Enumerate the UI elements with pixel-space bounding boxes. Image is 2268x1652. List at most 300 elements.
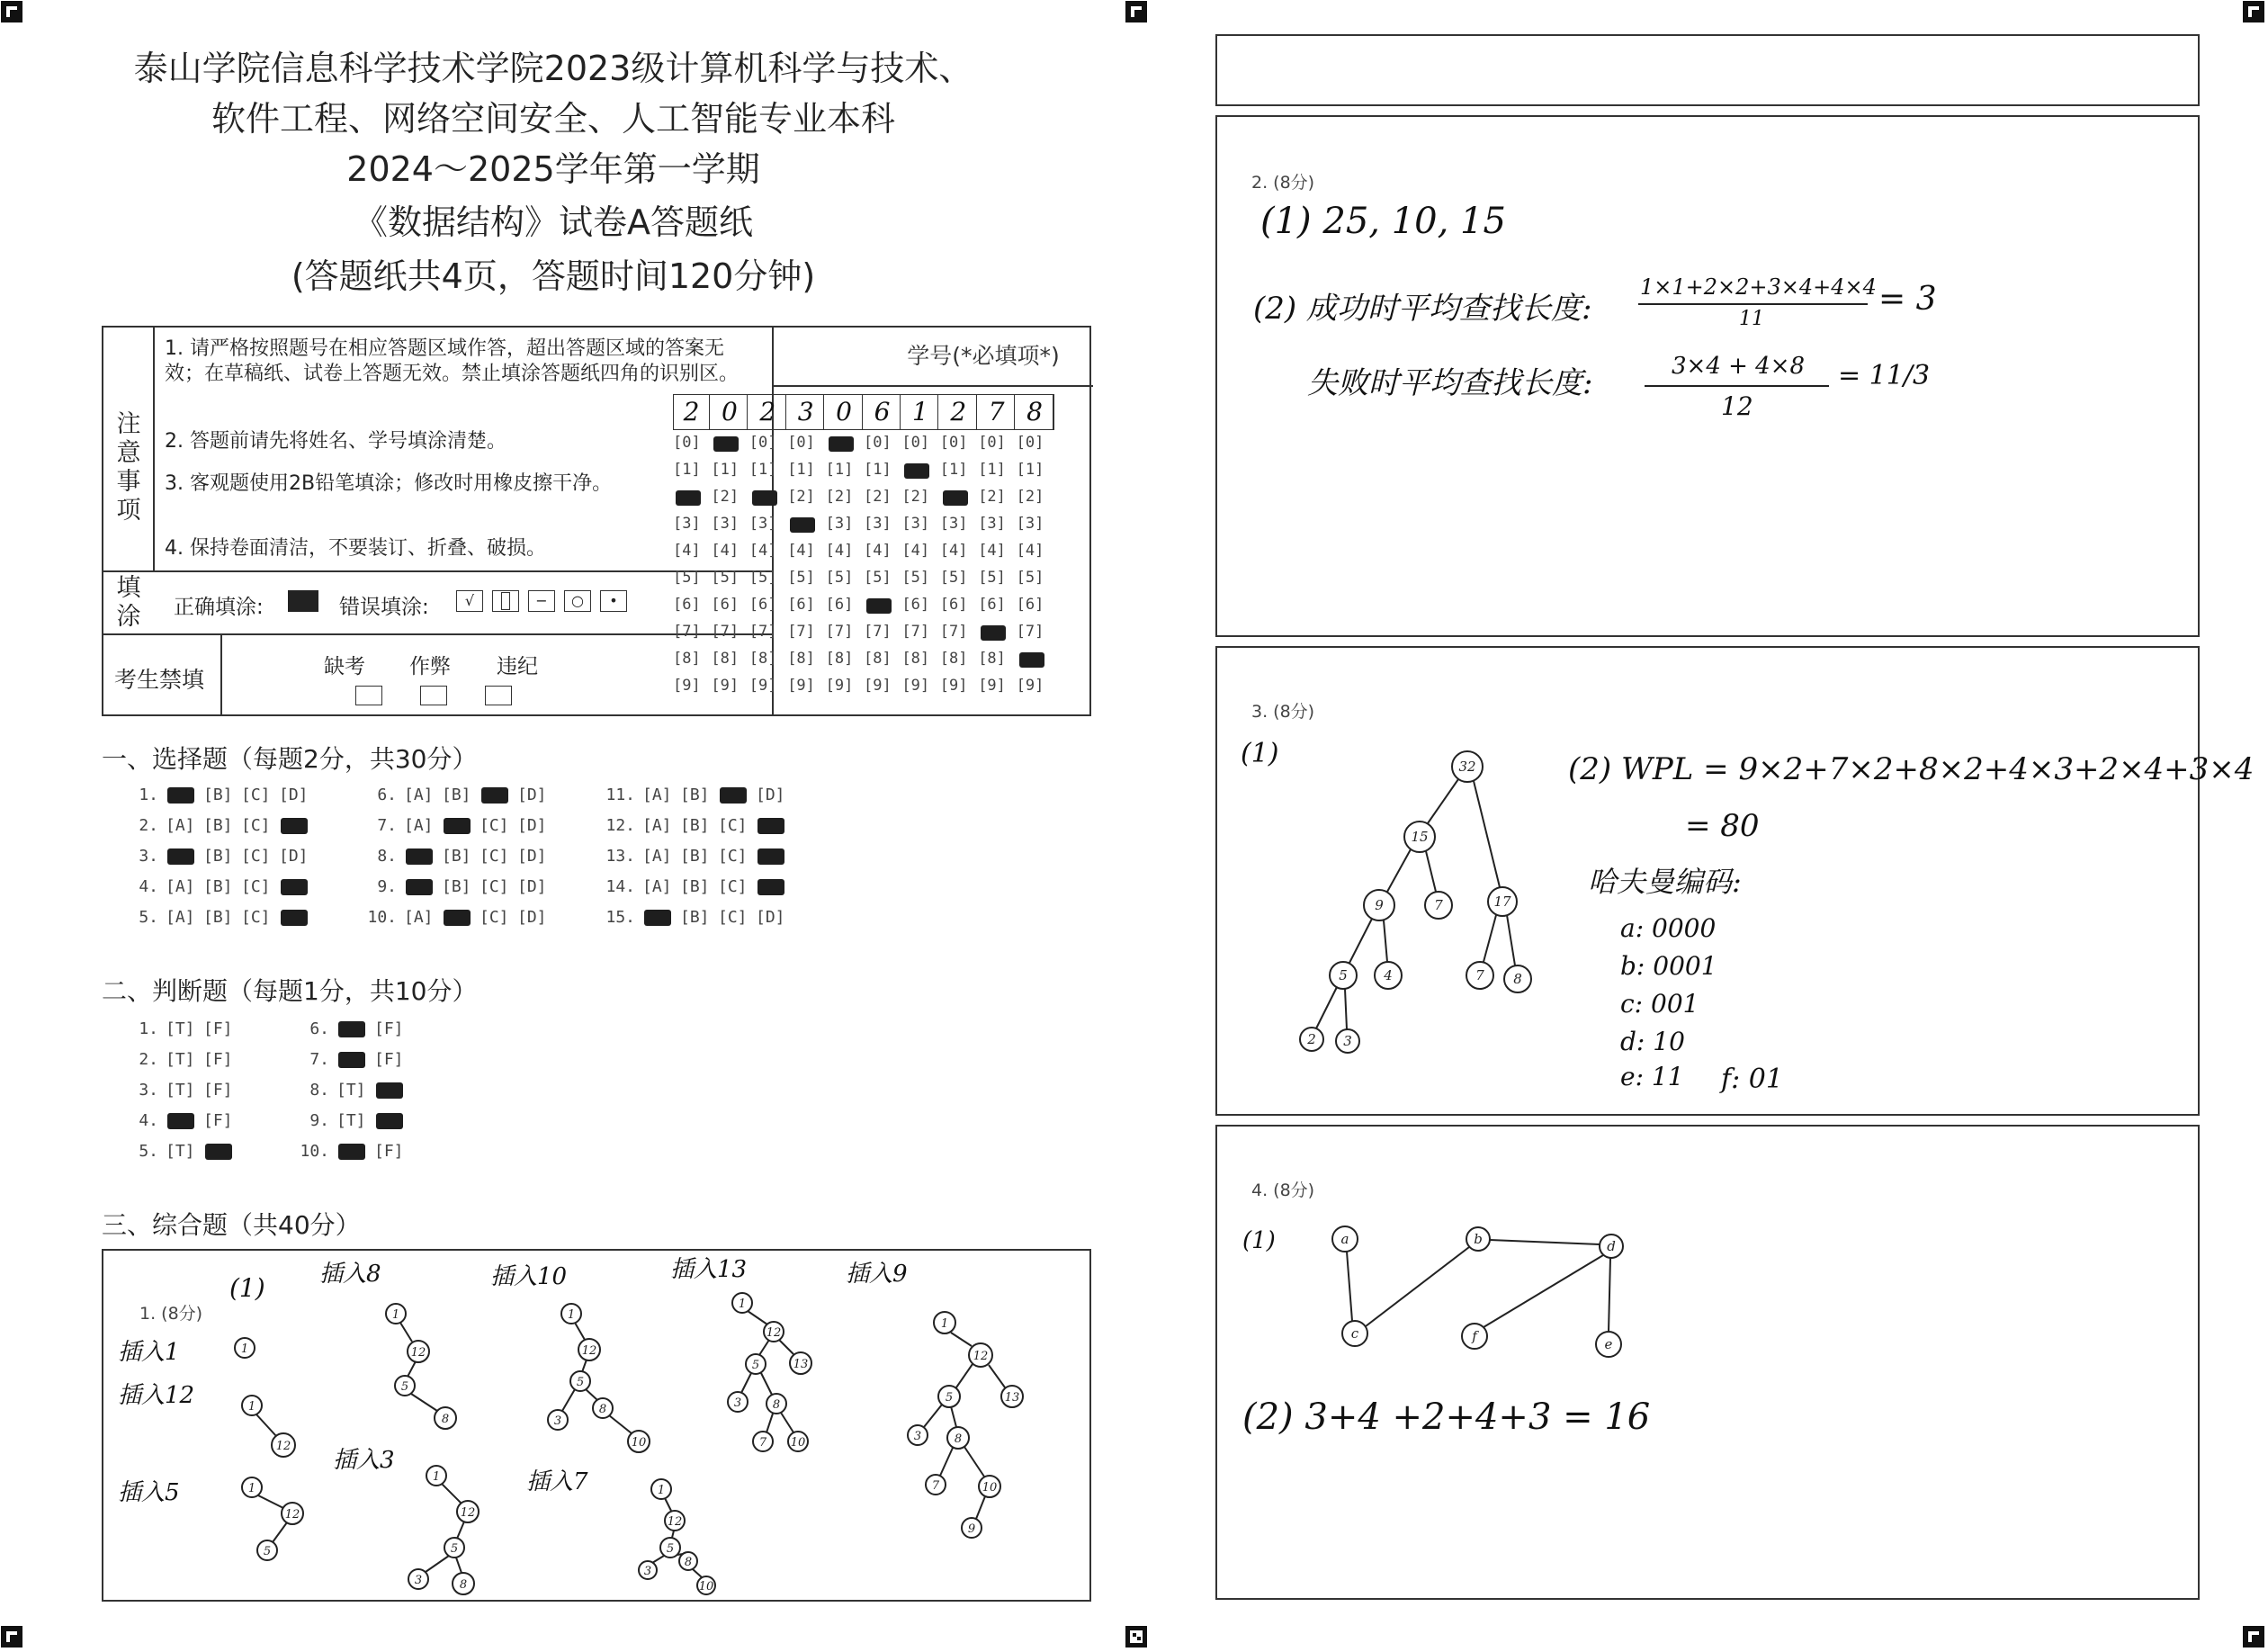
prohibit-violation-box[interactable] (485, 686, 512, 705)
student-id-bubble-c7-r4[interactable]: [4] (901, 542, 930, 560)
tf-question-2: 2. [T] [F] (119, 1050, 241, 1069)
student-id-bubble-c9-r0[interactable]: [0] (978, 434, 1006, 452)
svg-text:1: 1 (391, 1308, 400, 1322)
mc-q6-option-b[interactable]: [B] (442, 786, 471, 804)
student-id-bubble-c7-r7[interactable]: [7] (901, 623, 930, 641)
student-id-bubble-c8-r3[interactable]: [3] (939, 515, 968, 533)
wrong-fill-circle: ○ (564, 590, 591, 612)
mc-q2-option-a[interactable]: [A] (166, 816, 195, 835)
student-id-bubble-c6-r9[interactable]: [9] (864, 677, 892, 695)
mc-q13-option-d[interactable] (756, 847, 793, 866)
student-id-bubble-c2-r3[interactable]: [3] (711, 515, 740, 533)
mc-q9-option-b[interactable]: [B] (442, 877, 471, 896)
mc-q2-option-d[interactable] (279, 816, 317, 835)
prohibit-cheat-label: 作弊 (409, 655, 451, 678)
student-id-bubble-c10-r4[interactable]: [4] (1016, 542, 1044, 560)
student-id-bubble-c4-r9[interactable]: [9] (787, 677, 815, 695)
mc-question-8: 8. [B] [C] [D] (357, 847, 555, 866)
student-id-digit-9: 7 (979, 394, 1015, 430)
svg-text:7: 7 (1475, 967, 1484, 983)
tf-question-4: 4. [F] (119, 1111, 241, 1130)
student-id-bubble-c10-r7[interactable]: [7] (1016, 623, 1044, 641)
mc-q1-option-d[interactable]: [D] (279, 786, 309, 804)
q1-insert3-label: 插入3 (333, 1447, 395, 1474)
mc-q1-option-a[interactable] (166, 786, 203, 804)
mc-q15-option-c[interactable]: [C] (718, 908, 748, 927)
student-id-bubble-c1-r5[interactable]: [5] (673, 569, 701, 587)
student-id-bubble-c7-r9[interactable]: [9] (901, 677, 930, 695)
q4-part1: (1) (1242, 1227, 1276, 1254)
student-id-bubble-c7-r0[interactable]: [0] (901, 434, 930, 452)
mc-q14-option-a[interactable]: [A] (642, 877, 672, 896)
mc-q10-option-a[interactable]: [A] (404, 908, 434, 927)
student-id-bubble-c4-r0[interactable]: [0] (787, 434, 815, 452)
mc-q9-option-d[interactable]: [D] (517, 877, 547, 896)
mc-q6-option-d[interactable]: [D] (517, 786, 547, 804)
mc-q8-option-c[interactable]: [C] (480, 847, 509, 866)
q3-code-a: a: 0000 (1620, 913, 1717, 943)
student-id-bubble-c4-r1[interactable]: [1] (787, 461, 815, 479)
student-id-bubble-c4-r2[interactable]: [2] (787, 488, 815, 506)
mc-q7-option-c[interactable]: [C] (480, 816, 509, 835)
student-id-bubble-c10-r9[interactable]: [9] (1016, 677, 1044, 695)
mc-q12-option-c[interactable]: [C] (718, 816, 748, 835)
q1-bst-drawings (103, 1251, 1089, 1600)
tf-q4-option-f[interactable]: [F] (203, 1111, 233, 1130)
mc-q9-option-a[interactable] (404, 877, 442, 896)
svg-text:4: 4 (1384, 967, 1393, 983)
mc-q12-option-b[interactable]: [B] (680, 816, 710, 835)
svg-text:8: 8 (684, 1556, 693, 1569)
student-id-bubble-c10-r6[interactable]: [6] (1016, 596, 1044, 614)
tf-q1-option-t[interactable]: [T] (166, 1019, 195, 1038)
tf-q2-option-t[interactable]: [T] (166, 1050, 195, 1069)
page-title-line1: 泰山学院信息科学技术学院2023级计算机科学与技术、 (133, 49, 973, 88)
student-id-bubble-c1-r8[interactable]: [8] (673, 650, 701, 668)
mc-q14-option-c[interactable]: [C] (718, 877, 748, 896)
student-id-bubble-c6-r3[interactable]: [3] (864, 515, 892, 533)
svg-text:e: e (1604, 1336, 1613, 1352)
student-id-bubble-c7-r5[interactable]: [5] (901, 569, 930, 587)
mc-question-6: 6. [A] [B] [D] (357, 786, 555, 804)
tf-question-7: 7. [F] (290, 1050, 412, 1069)
mc-q13-option-a[interactable]: [A] (642, 847, 672, 866)
tf-question-10: 10. [F] (290, 1142, 412, 1161)
mc-q11-option-d[interactable]: [D] (756, 786, 785, 804)
student-id-bubble-c3-r7[interactable]: [7] (749, 623, 777, 641)
student-id-bubble-c10-r8[interactable] (1017, 650, 1044, 668)
student-id-bubble-c1-r2[interactable] (673, 488, 701, 506)
student-id-bubble-c8-r9[interactable]: [9] (939, 677, 968, 695)
q3-part1: (1) (1241, 738, 1279, 769)
tf-q9-option-f[interactable] (374, 1111, 412, 1130)
q3-code-d: d: 10 (1620, 1027, 1685, 1056)
registration-mark-bottom-center (1125, 1625, 1148, 1648)
q1-insert7-label: 插入7 (526, 1468, 588, 1495)
student-id-digit-7: 1 (902, 394, 938, 430)
student-id-bubble-c10-r0[interactable]: [0] (1016, 434, 1044, 452)
q3-huffman-label: 哈夫曼编码: (1588, 865, 1742, 899)
student-id-bubble-c7-r3[interactable]: [3] (901, 515, 930, 533)
svg-text:d: d (1607, 1238, 1616, 1254)
prohibit-absent-box[interactable] (355, 686, 382, 705)
student-id-bubble-c4-r4[interactable]: [4] (787, 542, 815, 560)
page-title-line2: 软件工程、网络空间安全、人工智能专业本科 (211, 99, 895, 139)
q1-insert13-label: 插入13 (670, 1256, 748, 1283)
svg-text:9: 9 (967, 1522, 976, 1536)
mc-q3-option-d[interactable]: [D] (279, 847, 309, 866)
tf-q5-option-t[interactable]: [T] (166, 1142, 195, 1161)
svg-text:8: 8 (1513, 971, 1522, 987)
student-id-bubble-c6-r7[interactable]: [7] (864, 623, 892, 641)
student-id-bubble-c4-r7[interactable]: [7] (787, 623, 815, 641)
tf-q9-option-t[interactable]: [T] (336, 1111, 366, 1130)
mc-q10-option-b[interactable] (442, 908, 480, 927)
tf-q6-option-t[interactable] (336, 1019, 374, 1038)
student-id-bubble-c8-r5[interactable]: [5] (939, 569, 968, 587)
student-id-bubble-c10-r2[interactable]: [2] (1016, 488, 1044, 506)
student-id-bubble-c4-r6[interactable]: [6] (787, 596, 815, 614)
svg-text:f: f (1472, 1328, 1477, 1344)
student-id-bubble-c5-r4[interactable]: [4] (825, 542, 854, 560)
student-id-bubble-c4-r8[interactable]: [8] (787, 650, 815, 668)
svg-text:1: 1 (657, 1484, 666, 1497)
student-id-digit-8: 2 (941, 394, 977, 430)
student-id-bubble-c1-r4[interactable]: [4] (673, 542, 701, 560)
mc-q15-option-d[interactable]: [D] (756, 908, 785, 927)
q3-code-e: e: 11 (1620, 1062, 1684, 1091)
q2-fail-fraction-bar (1645, 385, 1829, 387)
student-id-bubble-c1-r6[interactable]: [6] (673, 596, 701, 614)
student-id-bubble-c8-r4[interactable]: [4] (939, 542, 968, 560)
mc-q10-option-d[interactable]: [D] (517, 908, 547, 927)
q3-wpl-result: = 80 (1685, 808, 1760, 844)
page-title-line4: 《数据结构》试卷A答题纸 (354, 202, 753, 242)
exam-info-box (102, 326, 1091, 716)
student-id-bubble-c5-r8[interactable]: [8] (825, 650, 854, 668)
prohibit-cheat-box[interactable] (420, 686, 447, 705)
wrong-fill-dot: • (600, 590, 627, 612)
mc-q1-option-c[interactable]: [C] (241, 786, 271, 804)
mc-q1-option-b[interactable]: [B] (203, 786, 233, 804)
student-id-bubble-c9-r4[interactable]: [4] (978, 542, 1006, 560)
mc-q5-option-b[interactable]: [B] (203, 908, 233, 927)
student-id-bubble-c2-r4[interactable]: [4] (711, 542, 740, 560)
student-id-bubble-c1-r3[interactable]: [3] (673, 515, 701, 533)
page-title-line5: (答题纸共4页，答题时间120分钟) (291, 256, 816, 296)
mc-q4-option-c[interactable]: [C] (241, 877, 271, 896)
q2-fail-label: 失败时平均查找长度: (1307, 365, 1593, 401)
registration-mark-top-center (1125, 0, 1148, 23)
mc-q5-option-c[interactable]: [C] (241, 908, 271, 927)
svg-text:10: 10 (631, 1436, 647, 1450)
student-id-bubble-c4-r5[interactable]: [5] (787, 569, 815, 587)
tf-q5-option-f[interactable] (203, 1142, 241, 1161)
mc-q3-option-c[interactable]: [C] (241, 847, 271, 866)
svg-text:8: 8 (954, 1432, 963, 1446)
svg-text:12: 12 (973, 1350, 989, 1363)
student-id-bubble-c2-r7[interactable]: [7] (711, 623, 740, 641)
tf-q3-option-t[interactable]: [T] (166, 1081, 195, 1100)
student-id-bubble-c3-r9[interactable]: [9] (749, 677, 777, 695)
mc-q10-option-c[interactable]: [C] (480, 908, 509, 927)
mc-q11-option-b[interactable]: [B] (680, 786, 710, 804)
mc-q15-option-a[interactable] (642, 908, 680, 927)
mc-q2-option-b[interactable]: [B] (203, 816, 233, 835)
svg-text:2: 2 (1307, 1031, 1316, 1047)
mc-q8-option-d[interactable]: [D] (517, 847, 547, 866)
student-id-bubble-c5-r7[interactable]: [7] (825, 623, 854, 641)
student-id-bubble-c8-r7[interactable]: [7] (939, 623, 968, 641)
student-id-bubble-c2-r6[interactable]: [6] (711, 596, 740, 614)
mc-q4-option-d[interactable] (279, 877, 317, 896)
student-id-bubble-c5-r2[interactable]: [2] (825, 488, 854, 506)
mc-q9-option-c[interactable]: [C] (480, 877, 509, 896)
svg-text:5: 5 (450, 1542, 459, 1556)
q3-wpl: (2) WPL = 9×2+7×2+8×2+4×3+2×4+3×4 (1568, 751, 2255, 787)
mc-q2-option-c[interactable]: [C] (241, 816, 271, 835)
student-id-digit-1: 2 (674, 394, 710, 430)
mc-question-13: 13. [A] [B] [C] (596, 847, 793, 866)
tf-question-1: 1. [T] [F] (119, 1019, 241, 1038)
svg-text:5: 5 (666, 1542, 675, 1556)
tf-question-8: 8. [T] (290, 1081, 412, 1100)
student-id-bubble-c3-r0[interactable]: [0] (749, 434, 777, 452)
mc-q4-option-b[interactable]: [B] (203, 877, 233, 896)
student-id-bubble-c8-r0[interactable]: [0] (939, 434, 968, 452)
tf-q1-option-f[interactable]: [F] (203, 1019, 233, 1038)
student-id-bubble-c5-r9[interactable]: [9] (825, 677, 854, 695)
mc-q3-option-a[interactable] (166, 847, 203, 866)
section-comprehensive: 三、综合题（共40分） (102, 1210, 361, 1240)
answer-box-q1[interactable] (102, 1249, 1091, 1602)
mc-q5-option-a[interactable]: [A] (166, 908, 195, 927)
answer-box-q2[interactable] (1215, 115, 2200, 637)
mc-question-12: 12. [A] [B] [C] (596, 816, 793, 835)
student-id-bubble-c9-r7[interactable] (978, 623, 1006, 641)
student-id-bubble-c4-r3[interactable] (787, 515, 815, 533)
student-id-bubble-c10-r3[interactable]: [3] (1016, 515, 1044, 533)
student-id-bubble-c10-r1[interactable]: [1] (1016, 461, 1044, 479)
student-id-bubble-c3-r3[interactable]: [3] (749, 515, 777, 533)
mc-q14-option-d[interactable] (756, 877, 793, 896)
note-item-4: 4. 保持卷面清洁，不要装订、折叠、破损。 (165, 537, 546, 560)
mc-q7-option-d[interactable]: [D] (517, 816, 547, 835)
true-false-grid (119, 1019, 479, 1172)
q1-insert5-label: 插入5 (118, 1479, 180, 1506)
notes-side-label: 注意事项 (116, 410, 141, 525)
mc-q15-option-b[interactable]: [B] (680, 908, 710, 927)
student-id-bubble-c3-r4[interactable]: [4] (749, 542, 777, 560)
student-id-bubble-c8-r2[interactable] (940, 488, 968, 506)
svg-text:12: 12 (275, 1440, 291, 1453)
mc-q7-option-b[interactable] (442, 816, 480, 835)
tf-q8-option-t[interactable]: [T] (336, 1081, 366, 1100)
student-id-bubble-c5-r3[interactable]: [3] (825, 515, 854, 533)
svg-text:12: 12 (766, 1326, 782, 1340)
student-id-bubble-c5-r0[interactable] (826, 434, 854, 452)
registration-mark-bottom-right (2242, 1625, 2265, 1648)
student-id-bubble-c6-r0[interactable]: [0] (864, 434, 892, 452)
tf-question-9: 9. [T] (290, 1111, 412, 1130)
svg-text:5: 5 (576, 1376, 585, 1389)
q1-label: 1. (8分) (139, 1304, 203, 1324)
mc-question-3: 3. [B] [C] [D] (119, 847, 317, 866)
student-id-bubble-c7-r6[interactable]: [6] (901, 596, 930, 614)
answer-box-q3[interactable] (1215, 646, 2255, 1116)
mc-q5-option-d[interactable] (279, 908, 317, 927)
mc-q11-option-a[interactable]: [A] (642, 786, 672, 804)
mc-q7-option-a[interactable]: [A] (404, 816, 434, 835)
q1-insert9-label: 插入9 (846, 1261, 908, 1288)
correct-fill-sample (288, 590, 318, 612)
tf-q7-option-f[interactable]: [F] (374, 1050, 404, 1069)
svg-text:b: b (1474, 1231, 1483, 1247)
student-id-bubble-c8-r6[interactable]: [6] (939, 596, 968, 614)
q2-success-numerator: 1×1+2×2+3×4+4×4 (1640, 274, 1877, 300)
q2-fail-result: = 11/3 (1838, 360, 1931, 391)
q2-fail-denominator: 12 (1721, 391, 1753, 421)
answer-box-q4[interactable] (1215, 1125, 2200, 1600)
answer-box-blank-top[interactable] (1215, 34, 2200, 106)
student-id-bubble-c1-r9[interactable]: [9] (673, 677, 701, 695)
student-id-bubble-c5-r6[interactable]: [6] (825, 596, 854, 614)
mc-q6-option-c[interactable] (480, 786, 517, 804)
mc-question-9: 9. [B] [C] [D] (357, 877, 555, 896)
student-id-bubble-c1-r1[interactable]: [1] (673, 461, 701, 479)
mc-question-4: 4. [A] [B] [C] (119, 877, 317, 896)
student-id-bubble-c6-r1[interactable]: [1] (864, 461, 892, 479)
q4-part2: (2) 3+4 +2+4+3 = 16 (1242, 1396, 1651, 1438)
student-id-bubble-c9-r8[interactable]: [8] (978, 650, 1006, 668)
student-id-bubble-c6-r5[interactable]: [5] (864, 569, 892, 587)
student-id-bubble-c2-r5[interactable]: [5] (711, 569, 740, 587)
student-id-bubble-c9-r6[interactable]: [6] (978, 596, 1006, 614)
q4-label: 4. (8分) (1251, 1181, 1315, 1200)
student-id-bubble-c6-r8[interactable]: [8] (864, 650, 892, 668)
student-id-bubble-c6-r6[interactable] (864, 596, 892, 614)
student-id-bubble-c6-r4[interactable]: [4] (864, 542, 892, 560)
svg-text:9: 9 (1375, 897, 1384, 913)
student-id-bubble-c5-r5[interactable]: [5] (825, 569, 854, 587)
student-id-bubble-c3-r2[interactable] (749, 488, 777, 506)
tf-q3-option-f[interactable]: [F] (203, 1081, 233, 1100)
student-id-bubble-c7-r8[interactable]: [8] (901, 650, 930, 668)
svg-text:3: 3 (1343, 1033, 1352, 1049)
q2-part2-label: (2) 成功时平均查找长度: (1253, 291, 1592, 327)
tf-q7-option-t[interactable] (336, 1050, 374, 1069)
mc-q11-option-c[interactable] (718, 786, 756, 804)
student-id-bubble-c2-r0[interactable] (711, 434, 739, 452)
tf-q10-option-t[interactable] (336, 1142, 374, 1161)
svg-text:5: 5 (400, 1380, 409, 1394)
wrong-fill-bar (492, 590, 519, 612)
student-id-bubble-c2-r8[interactable]: [8] (711, 650, 740, 668)
mc-q8-option-a[interactable] (404, 847, 442, 866)
student-id-bubble-c9-r5[interactable]: [5] (978, 569, 1006, 587)
student-id-bubble-c2-r2[interactable]: [2] (711, 488, 740, 506)
student-id-bubble-c9-r2[interactable]: [2] (978, 488, 1006, 506)
student-id-bubble-c10-r5[interactable]: [5] (1016, 569, 1044, 587)
mc-q6-option-a[interactable]: [A] (404, 786, 434, 804)
svg-text:13: 13 (1004, 1391, 1020, 1405)
svg-text:3: 3 (643, 1565, 652, 1578)
student-id-bubble-c7-r1[interactable] (901, 461, 929, 479)
mc-question-1: 1. [B] [C] [D] (119, 786, 317, 804)
q3-code-b: b: 0001 (1620, 951, 1717, 981)
student-id-bubble-c3-r6[interactable]: [6] (749, 596, 777, 614)
student-id-bubble-c8-r1[interactable]: [1] (939, 461, 968, 479)
student-id-bubble-c7-r2[interactable]: [2] (901, 488, 930, 506)
mc-q14-option-b[interactable]: [B] (680, 877, 710, 896)
student-id-bubble-c9-r1[interactable]: [1] (978, 461, 1006, 479)
mc-q4-option-a[interactable]: [A] (166, 877, 195, 896)
tf-q2-option-f[interactable]: [F] (203, 1050, 233, 1069)
mc-q13-option-b[interactable]: [B] (680, 847, 710, 866)
q2-success-fraction-bar (1638, 303, 1868, 305)
mc-q8-option-b[interactable]: [B] (442, 847, 471, 866)
registration-mark-top-right (2242, 0, 2265, 23)
svg-text:10: 10 (982, 1481, 998, 1495)
q3-code-f: f: 01 (1721, 1064, 1783, 1095)
svg-text:3: 3 (913, 1430, 922, 1443)
prohibit-label: 考生禁填 (114, 667, 205, 693)
q1-insert1-label: 插入1 (118, 1339, 180, 1366)
mc-question-14: 14. [A] [B] [C] (596, 877, 793, 896)
student-id-bubble-c9-r9[interactable]: [9] (978, 677, 1006, 695)
section-multiple-choice: 一、选择题（每题2分，共30分） (102, 744, 478, 774)
svg-text:1: 1 (738, 1297, 747, 1311)
student-id-bubble-c3-r1[interactable]: [1] (749, 461, 777, 479)
prohibit-violation-label: 违纪 (497, 655, 538, 678)
prohibit-absent-label: 缺考 (324, 655, 365, 678)
tf-q4-option-t[interactable] (166, 1111, 203, 1130)
student-id-bubble-c6-r2[interactable]: [2] (864, 488, 892, 506)
tf-question-5: 5. [T] (119, 1142, 241, 1161)
q1-insert10-label: 插入10 (490, 1263, 568, 1290)
student-id-bubble-c2-r9[interactable]: [9] (711, 677, 740, 695)
tf-question-6: 6. [F] (290, 1019, 412, 1038)
mc-question-10: 10. [A] [C] [D] (357, 908, 555, 927)
student-id-bubble-c9-r3[interactable]: [3] (978, 515, 1006, 533)
student-id-digit-2: 0 (712, 394, 748, 430)
svg-text:10: 10 (698, 1580, 714, 1594)
svg-text:5: 5 (945, 1391, 954, 1405)
student-id-bubble-c3-r8[interactable]: [8] (749, 650, 777, 668)
student-id-bubble-c3-r5[interactable]: [5] (749, 569, 777, 587)
tf-q8-option-f[interactable] (374, 1081, 412, 1100)
student-id-bubble-c2-r1[interactable]: [1] (711, 461, 740, 479)
q3-huffman-tree (1217, 648, 2198, 1114)
svg-text:1: 1 (247, 1400, 256, 1414)
student-id-bubble-c1-r0[interactable]: [0] (673, 434, 701, 452)
student-id-bubble-c8-r8[interactable]: [8] (939, 650, 968, 668)
svg-text:13: 13 (793, 1358, 809, 1371)
svg-text:c: c (1350, 1325, 1359, 1342)
page-title-line3: 2024～2025学年第一学期 (346, 149, 760, 189)
mc-q12-option-d[interactable] (756, 816, 793, 835)
student-id-bubble-c5-r1[interactable]: [1] (825, 461, 854, 479)
tf-q10-option-f[interactable]: [F] (374, 1142, 404, 1161)
tf-question-3: 3. [T] [F] (119, 1081, 241, 1100)
mc-q13-option-c[interactable]: [C] (718, 847, 748, 866)
student-id-bubble-c1-r7[interactable]: [7] (673, 623, 701, 641)
tf-q6-option-f[interactable]: [F] (374, 1019, 404, 1038)
mc-q12-option-a[interactable]: [A] (642, 816, 672, 835)
registration-mark-top-left (0, 0, 23, 23)
mc-q3-option-b[interactable]: [B] (203, 847, 233, 866)
svg-text:1: 1 (940, 1317, 949, 1331)
